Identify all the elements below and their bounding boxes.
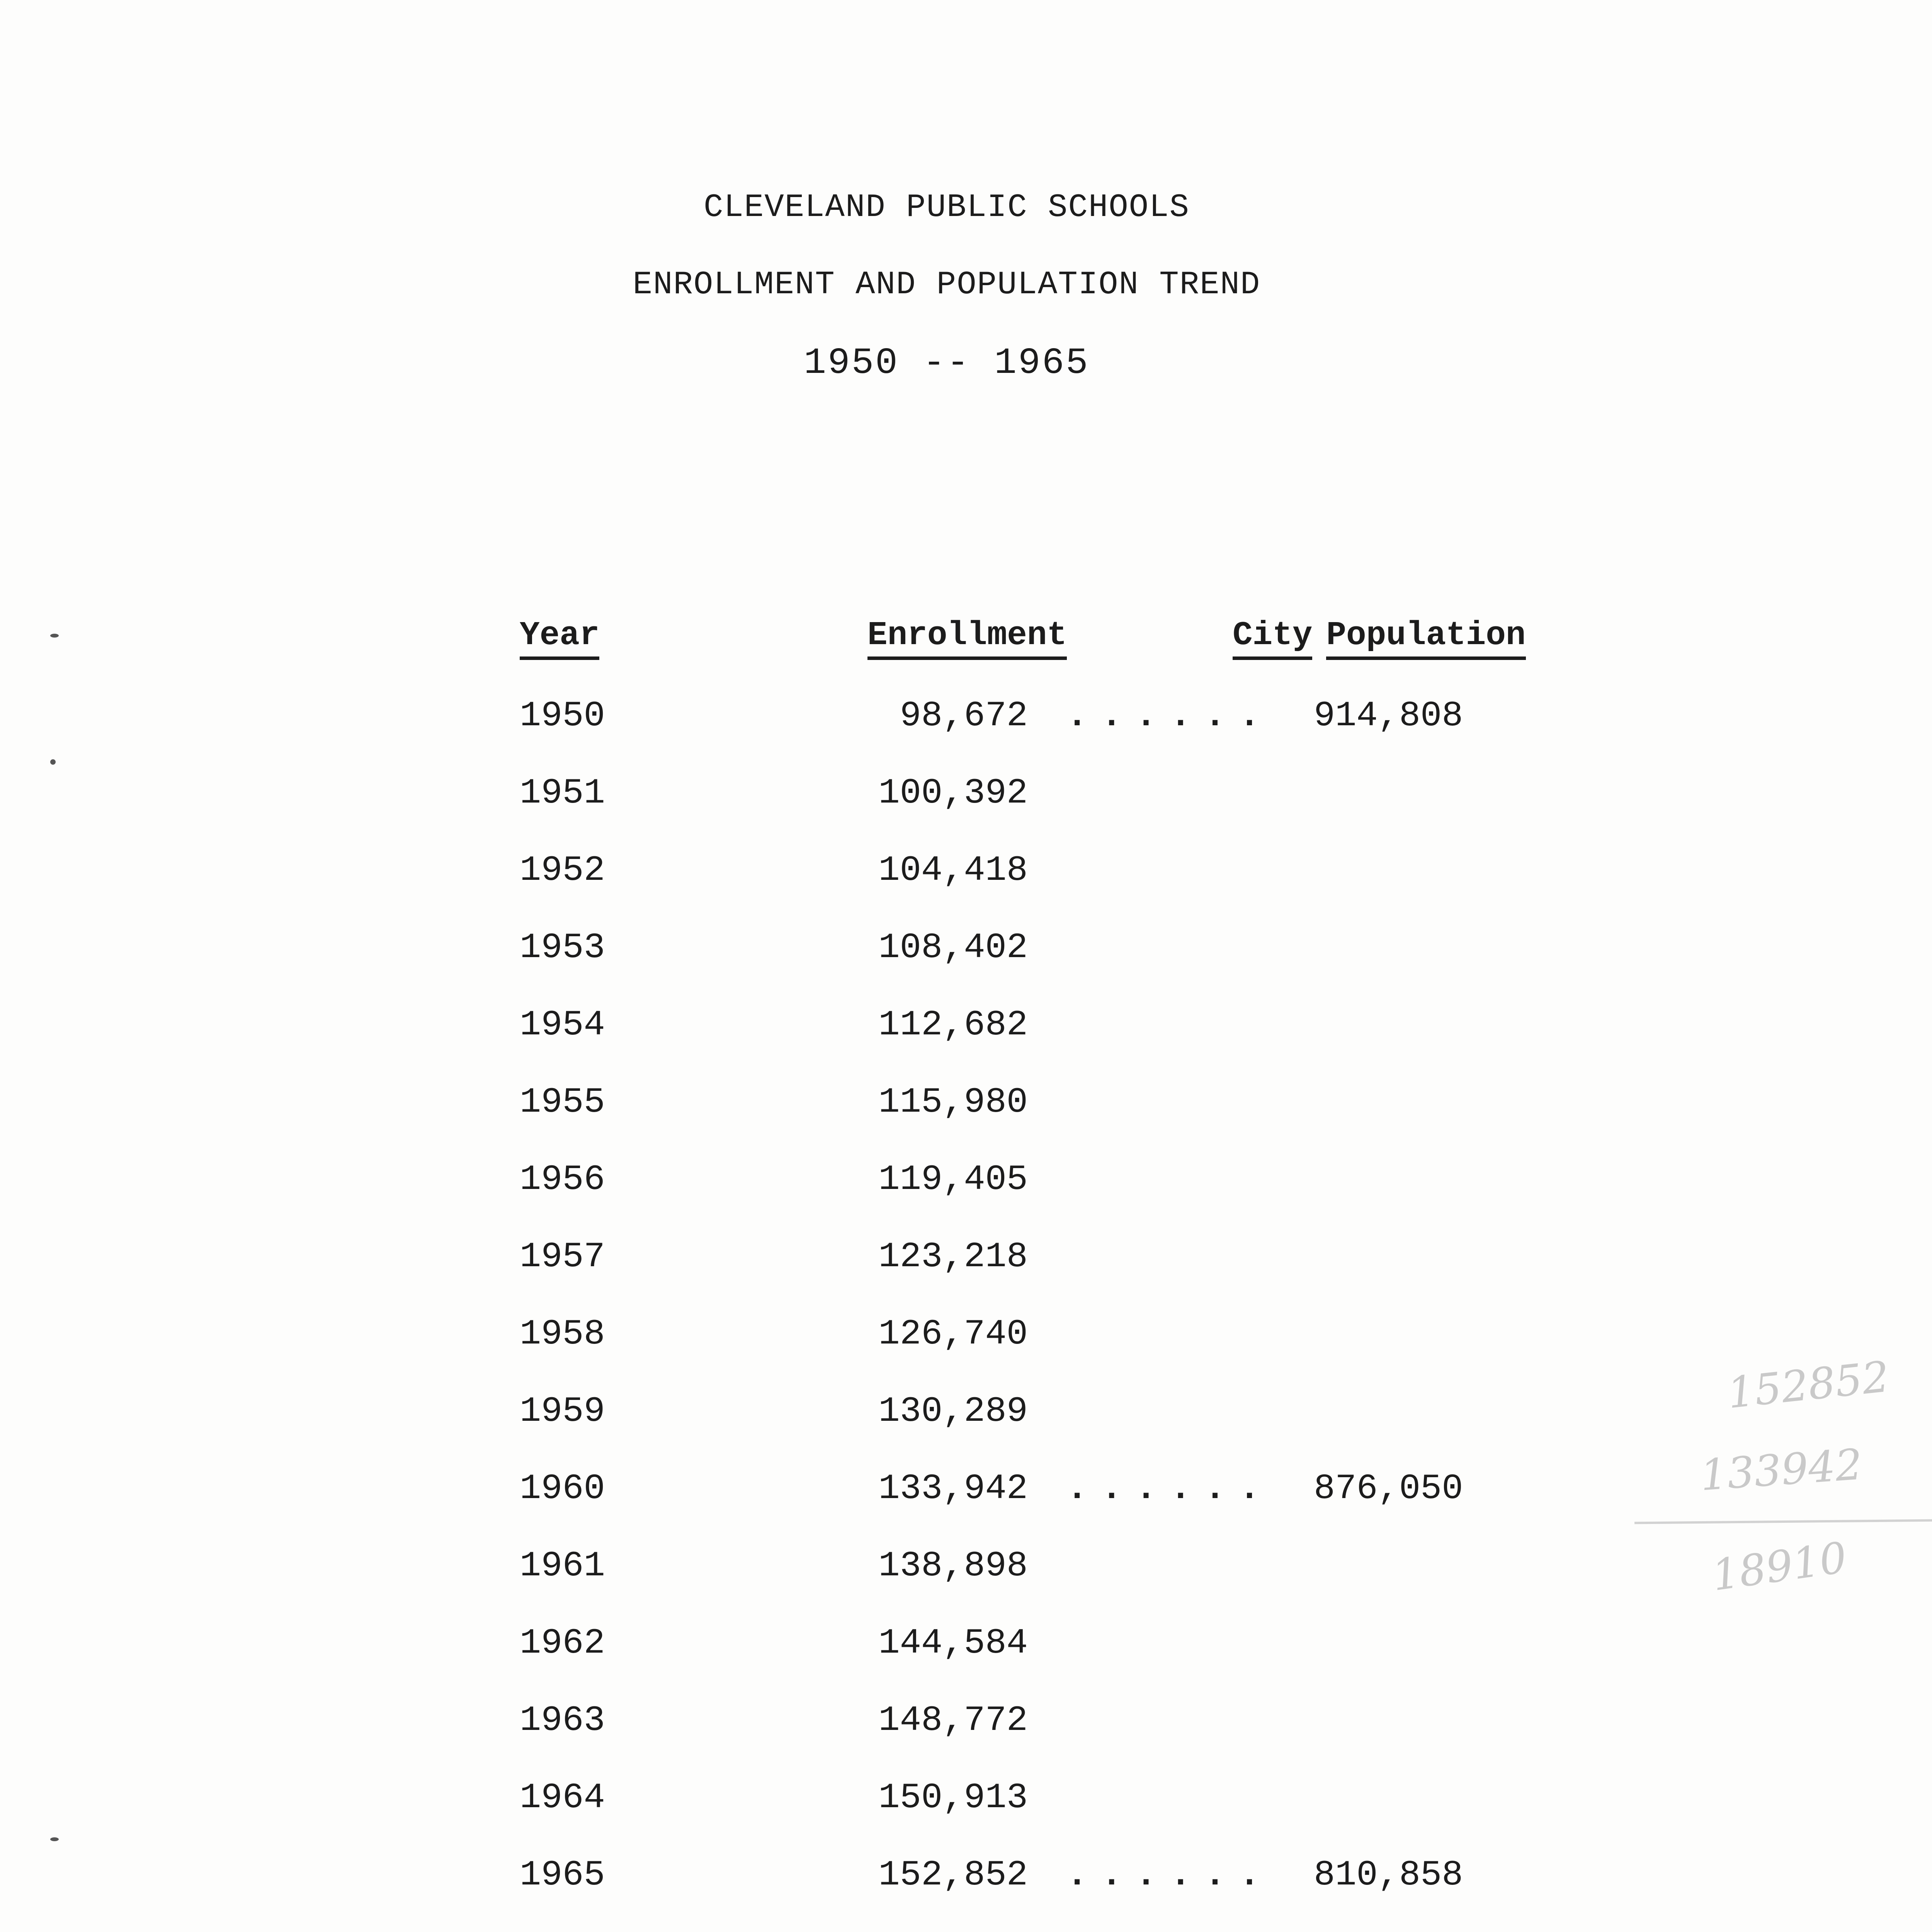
table-row [0, 927, 1932, 974]
scan-speck [50, 759, 56, 765]
row-year: 1950 [520, 696, 605, 736]
header-population-label: Population [1326, 616, 1526, 660]
row-enrollment: 108,402 [878, 927, 1028, 968]
row-year: 1954 [520, 1005, 605, 1045]
table-row [0, 1855, 1932, 1901]
row-enrollment: 119,405 [878, 1159, 1028, 1200]
table-row [0, 1700, 1932, 1747]
row-year: 1953 [520, 927, 605, 968]
row-year: 1963 [520, 1700, 605, 1741]
scan-speck [50, 1837, 59, 1841]
row-year: 1957 [520, 1236, 605, 1277]
row-year: 1952 [520, 850, 605, 891]
row-population: 876,050 [1314, 1468, 1463, 1509]
row-year: 1964 [520, 1777, 605, 1818]
row-leader-dots: ...... [1066, 1855, 1274, 1895]
table-row [0, 696, 1932, 742]
row-enrollment: 123,218 [878, 1236, 1028, 1277]
row-enrollment: 133,942 [878, 1468, 1028, 1509]
row-enrollment: 138,898 [878, 1546, 1028, 1586]
row-leader-dots: ...... [1066, 1468, 1274, 1509]
row-leader-dots: ...... [1066, 696, 1274, 736]
row-enrollment: 112,682 [878, 1005, 1028, 1045]
row-population: 914,808 [1314, 696, 1463, 736]
table-row [0, 850, 1932, 896]
row-year: 1962 [520, 1623, 605, 1663]
header-enrollment-label: Enrollment [867, 616, 1067, 660]
row-enrollment: 115,980 [878, 1082, 1028, 1122]
row-enrollment: 98,672 [900, 696, 1028, 736]
row-enrollment: 104,418 [878, 850, 1028, 891]
row-year: 1955 [520, 1082, 605, 1122]
table-row [0, 1236, 1932, 1283]
table-row [0, 1314, 1932, 1360]
table-row [0, 1082, 1932, 1128]
title-school-name: CLEVELAND PUBLIC SCHOOLS [704, 189, 1190, 226]
row-year: 1961 [520, 1546, 605, 1586]
table-row [0, 773, 1932, 819]
table-row [0, 1159, 1932, 1206]
title-date-range: 1950 -- 1965 [804, 342, 1090, 384]
row-enrollment: 130,289 [878, 1391, 1028, 1432]
row-year: 1965 [520, 1855, 605, 1895]
row-enrollment: 100,392 [878, 773, 1028, 813]
row-enrollment: 150,913 [878, 1777, 1028, 1818]
row-enrollment: 152,852 [878, 1855, 1028, 1895]
table-row [0, 1391, 1932, 1437]
margin-note-line2: 133942 [1699, 1439, 1864, 1500]
row-population: 810,858 [1314, 1855, 1463, 1895]
header-year-label: Year [520, 616, 599, 660]
row-year: 1960 [520, 1468, 605, 1509]
header-city-population [1233, 616, 1526, 654]
row-enrollment: 148,772 [878, 1700, 1028, 1741]
table-row [0, 1005, 1932, 1051]
header-city-label: City [1233, 616, 1312, 660]
margin-note-rule [1634, 1519, 1932, 1524]
row-enrollment: 144,584 [878, 1623, 1028, 1663]
margin-note-line1: 152852 [1725, 1352, 1892, 1418]
header-year [520, 616, 599, 654]
table-row [0, 1546, 1932, 1592]
row-year: 1959 [520, 1391, 605, 1432]
table-row [0, 1623, 1932, 1669]
table-row [0, 1777, 1932, 1824]
table-row [0, 1468, 1932, 1515]
row-year: 1958 [520, 1314, 605, 1354]
header-enrollment [867, 616, 1067, 654]
scan-speck [50, 634, 59, 638]
row-year: 1951 [520, 773, 605, 813]
title-subject: ENROLLMENT AND POPULATION TREND [633, 267, 1261, 303]
row-enrollment: 126,740 [878, 1314, 1028, 1354]
row-year: 1956 [520, 1159, 605, 1200]
margin-note-line3: 18910 [1709, 1532, 1850, 1600]
